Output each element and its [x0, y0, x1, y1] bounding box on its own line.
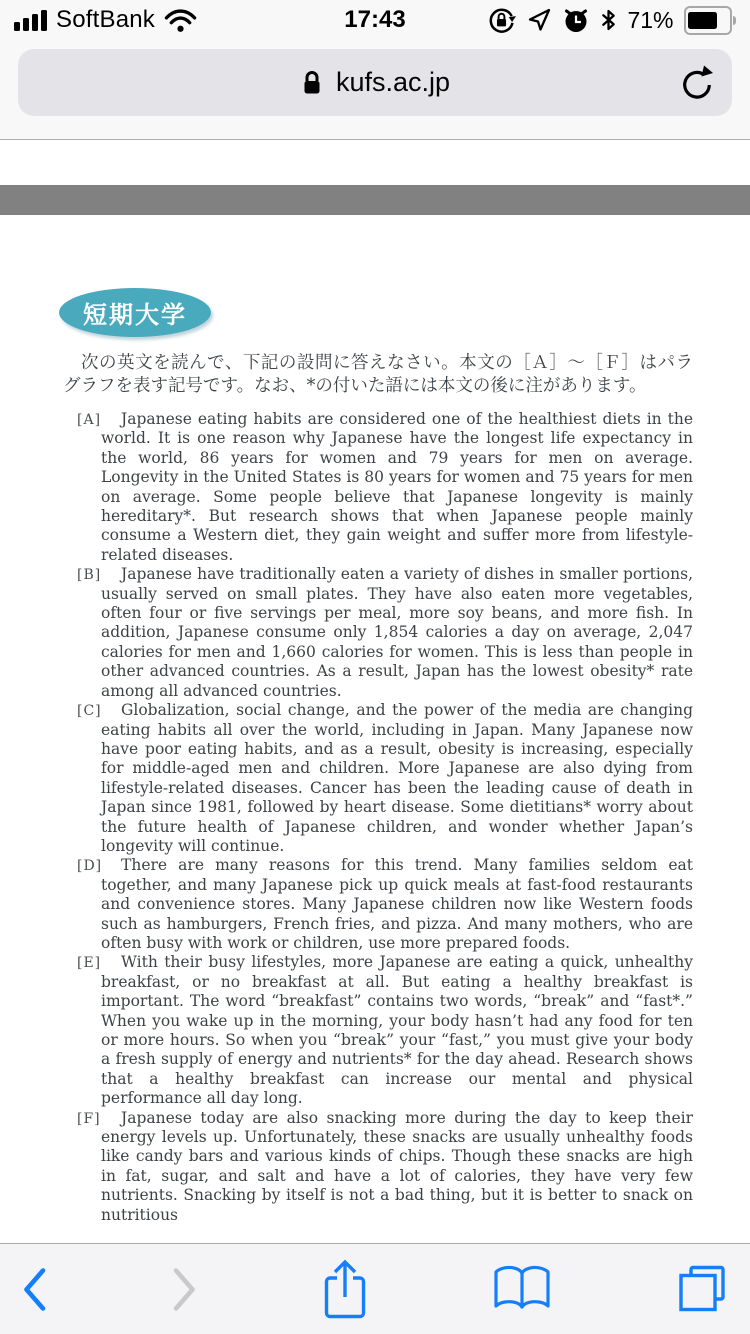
- paragraph-text: Japanese today are also snacking more during the day to keep their energy levels up. Unfortunately, these snacks are usually unhealthy foods like candy bars and various kinds of chips. Though these snacks are high in fat, sugar, and salt and have a lot of calories, they have very few nutrients. Snacking by itself is not a bad thing, but it is better to snack on nutritious: [101, 1108, 693, 1224]
- bookmarks-button[interactable]: [493, 1265, 551, 1313]
- passage: [0, 410, 750, 1225]
- chevron-left-icon: [22, 1300, 47, 1315]
- paragraph-f: [0, 1109, 750, 1225]
- section-badge: 短期大学: [59, 288, 211, 337]
- paragraph-text: Japanese have traditionally eaten a variety of dishes in smaller portions, usually served on small plates. They have also eaten more vegetables, often four or five servings per meal, more soy beans, and more fish. In addition, Japanese consume only 1,854 calories a day on average, 2,047 calories for men and 1,660 calories for women. This is less than people in other advanced countries. As a result, Japan has the lowest obesity* rate among all advanced countries.: [101, 565, 693, 700]
- paragraph-label: [A]: [77, 412, 102, 428]
- instructions-text: 次の英文を読んで、下記の設問に答えなさい。本文の［Ａ］～［Ｆ］はパラグラフを表す記号です。なお、*の付いた語には本文の後に注があります。: [63, 353, 693, 396]
- reload-button[interactable]: [676, 60, 718, 106]
- padlock-icon: [300, 68, 324, 98]
- web-content: [0, 141, 750, 1243]
- carrier-label: SoftBank: [56, 6, 155, 33]
- pdf-page: [0, 288, 750, 1272]
- paragraph-text: Japanese eating habits are considered one of the healthiest diets in the world. It is one reason why Japanese have the longest life expectancy in the world, 86 years for women and 79 years for men on average. Longevity in the United States is 80 years for women and 75 years for men on average. Some people believe that Japanese longevity is mainly hereditary*. But research shows that when Japanese people mainly consume a Western diet, they gain weight and suffer more from lifestyle-related diseases.: [101, 410, 693, 564]
- share-button[interactable]: [322, 1259, 368, 1319]
- url-field[interactable]: [18, 49, 732, 116]
- location-arrow-icon: [526, 7, 552, 33]
- status-bar: [0, 0, 750, 40]
- paragraph-b: [0, 565, 750, 701]
- paragraph-text: With their busy lifestyles, more Japanese are eating a quick, unhealthy breakfast, or no breakfast at all. But eating a healthy breakfast is important. The word “breakfast” contains two words, “break” and “fast*.” When you wake up in the morning, your body hasn’t had any food for ten or more hours. So when you “break” your “fast,” you must give your body a fresh supply of energy and nutrients* for the day ahead. Research shows that a healthy breakfast can increase our mental and physical performance all day long.: [101, 953, 693, 1108]
- safari-toolbar: [0, 1243, 750, 1334]
- clock-label: 17:43: [344, 6, 406, 33]
- forward-button[interactable]: [172, 1267, 197, 1312]
- paragraph-c: [0, 701, 750, 856]
- paragraph-label: [E]: [77, 955, 102, 972]
- paragraph-label: [C]: [77, 703, 102, 720]
- tabs-button[interactable]: [676, 1263, 728, 1315]
- paragraph-label: [B]: [77, 567, 102, 584]
- share-icon: [322, 1307, 368, 1322]
- tabs-icon: [676, 1303, 728, 1318]
- book-icon: [493, 1301, 551, 1316]
- battery-percent-label: 71%: [627, 6, 674, 33]
- paragraph-a: [0, 410, 750, 565]
- orientation-lock-icon: [487, 6, 516, 35]
- paragraph-text: There are many reasons for this trend. Many families seldom eat together, and many Japanese pick up quick meals at fast-food restaurants and convenience stores. Many Japanese children now like Western foods such as hamburgers, French fries, and pizza. And many mothers, who are often busy with work or children, use more prepared foods.: [101, 856, 693, 952]
- battery-icon: [684, 6, 737, 35]
- bluetooth-icon: [600, 7, 617, 33]
- paragraph-e: [0, 953, 750, 1108]
- paragraph-text: Globalization, social change, and the power of the media are changing eating habits all over the world, including in Japan. Many Japanese now have poor eating habits, and as a result, obesity is increasing, especially for middle-aged men and children. More Japanese are also dying from lifestyle-related diseases. Cancer has been the leading cause of death in Japan since 1981, followed by heart disease. Some dietitians* worry about the future health of Japanese children, and wonder whether Japan’s longevity will continue.: [101, 701, 693, 855]
- cellular-signal-icon: [14, 9, 47, 32]
- back-button[interactable]: [22, 1267, 47, 1312]
- pdf-page-gap: [0, 185, 750, 215]
- paragraph-label: [F]: [77, 1110, 101, 1127]
- chevron-right-icon: [172, 1300, 197, 1315]
- safari-address-bar-area: [0, 40, 750, 140]
- paragraph-label: [D]: [77, 858, 103, 875]
- paragraph-d: [0, 856, 750, 953]
- wifi-icon: [164, 8, 197, 33]
- url-host-label: kufs.ac.jp: [335, 67, 451, 97]
- alarm-icon: [562, 6, 590, 34]
